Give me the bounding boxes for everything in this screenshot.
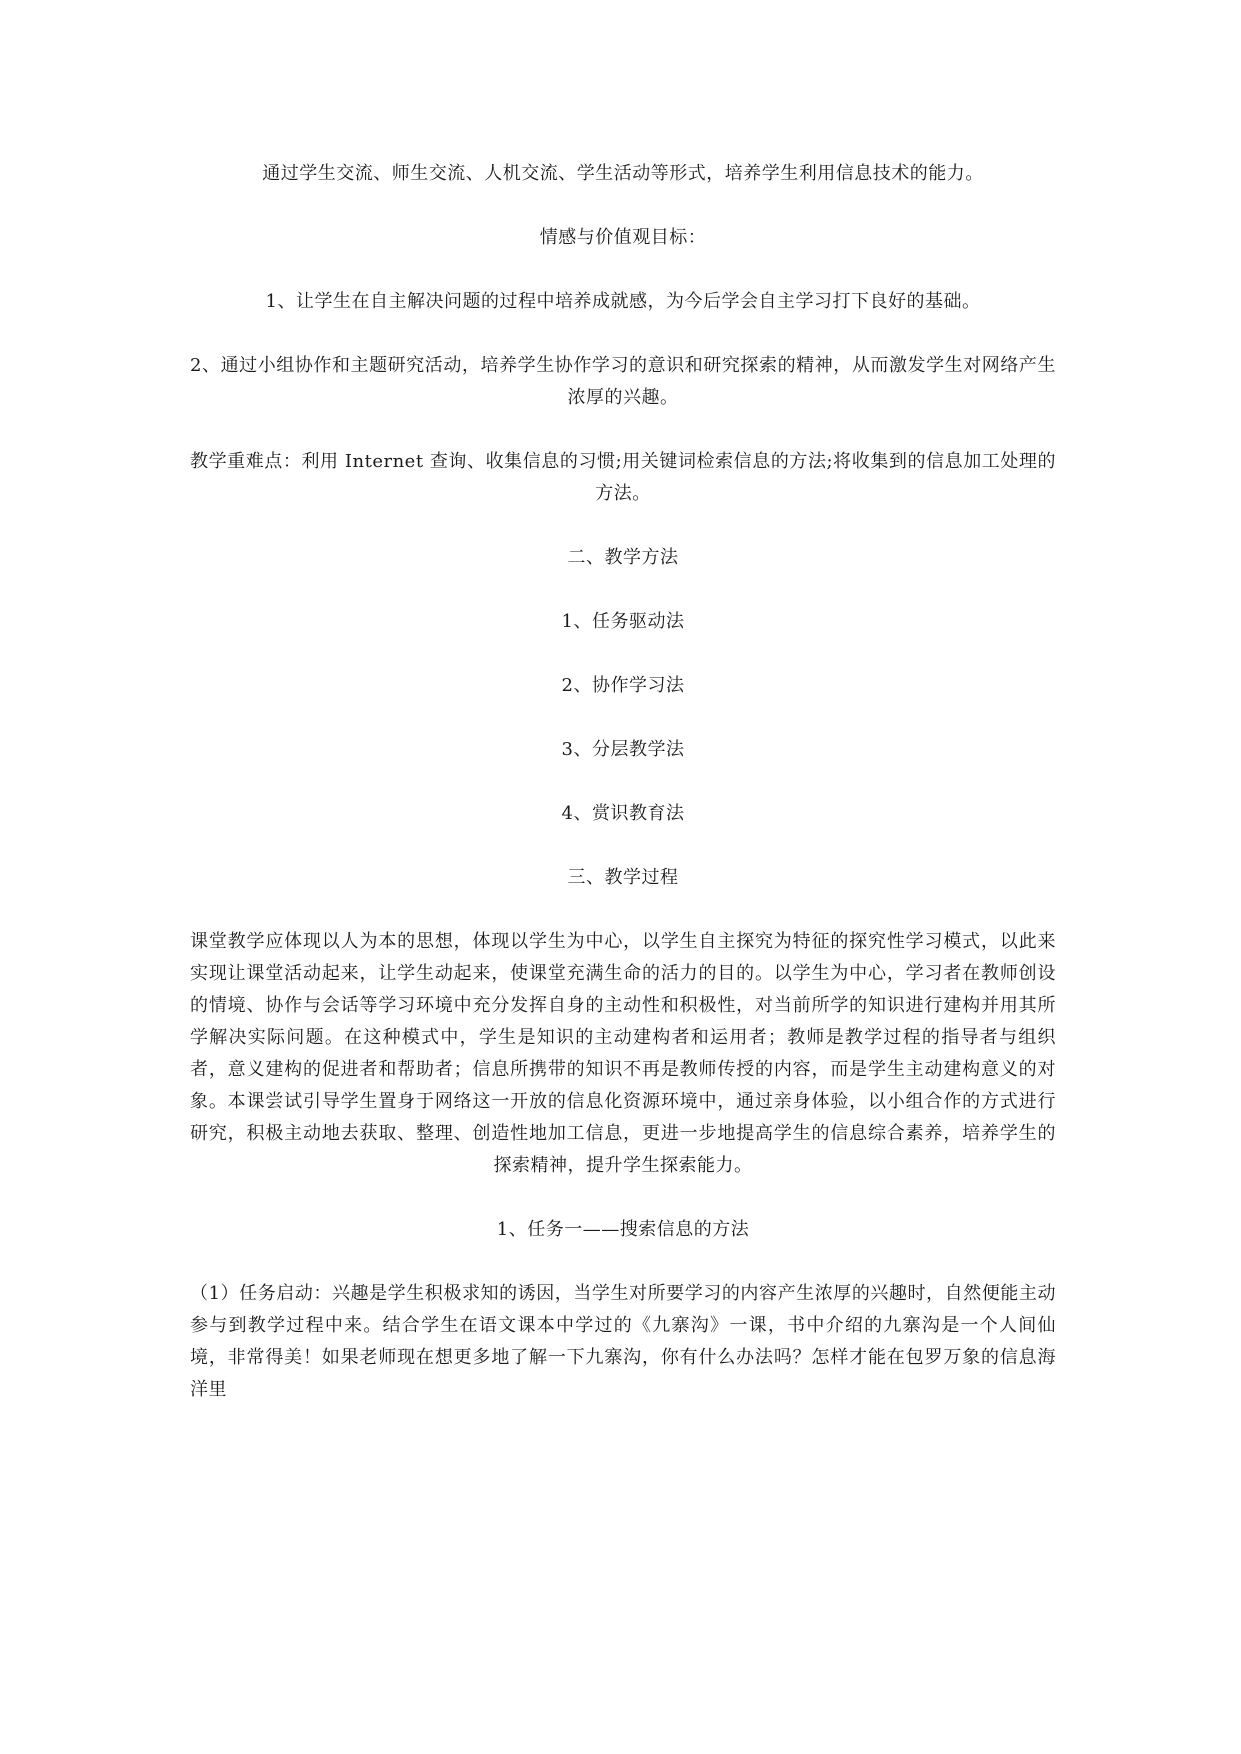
task-one-paragraph: （1）任务启动：兴趣是学生积极求知的诱因，当学生对所要学习的内容产生浓厚的兴趣时，自然便能主动参与到教学过程中来。结合学生在语文课本中学过的《九寨沟》一课，书中介绍的九寨沟是一个人间仙境，非常得美！如果老师现在想更多地了解一下九寨沟，你有什么办法吗？怎样才能在包罗万象的信息海洋里 xyxy=(190,1283,1056,1400)
document-body xyxy=(190,158,1056,1406)
key-difficulty-text: 教学重难点：利用 Internet 查询、收集信息的习惯;用关键词检索信息的方法;将收集到的信息加工处理的方法。 xyxy=(190,451,1056,504)
ability-goal-text: 通过学生交流、师生交流、人机交流、学生活动等形式，培养学生利用信息技术的能力。 xyxy=(262,163,984,184)
emotion-goal-item-1: 1、让学生在自主解决问题的过程中培养成就感，为今后学会自主学习打下良好的基础。 xyxy=(265,291,981,312)
method-item-3: 3、分层教学法 xyxy=(561,739,685,760)
method-item-1: 1、任务驱动法 xyxy=(561,611,685,632)
section-heading-process: 三、教学过程 xyxy=(567,867,679,888)
task-one-heading: 1、任务一——搜索信息的方法 xyxy=(496,1219,750,1240)
emotion-goal-heading: 情感与价值观目标： xyxy=(539,227,707,248)
process-paragraph: 课堂教学应体现以人为本的思想，体现以学生为中心，以学生自主探究为特征的探究性学习模式，以此来实现让课堂活动起来，让学生动起来，使课堂充满生命的活力的目的。以学生为中心，学习者在教师创设的情境、协作与会话等学习环境中充分发挥自身的主动性和积极性，对当前所学的知识进行建构并用其所学解决实际问题。在这种模式中，学生是知识的主动建构者和运用者；教师是教学过程的指导者与组织者，意义建构的促进者和帮助者；信息所携带的知识不再是教师传授的内容，而是学生主动建构意义的对象。本课尝试引导学生置身于网络这一开放的信息化资源环境中，通过亲身体验，以小组合作的方式进行研究，积极主动地去获取、整理、创造性地加工信息，更进一步地提高学生的信息综合素养，培养学生的探索精神，提升学生探索能力。 xyxy=(190,931,1056,1176)
emotion-goal-item-2: 2、通过小组协作和主题研究活动，培养学生协作学习的意识和研究探索的精神，从而激发学生对网络产生浓厚的兴趣。 xyxy=(190,355,1056,408)
section-heading-methods: 二、教学方法 xyxy=(567,547,679,568)
method-item-4: 4、赏识教育法 xyxy=(561,803,685,824)
method-item-2: 2、协作学习法 xyxy=(561,675,685,696)
